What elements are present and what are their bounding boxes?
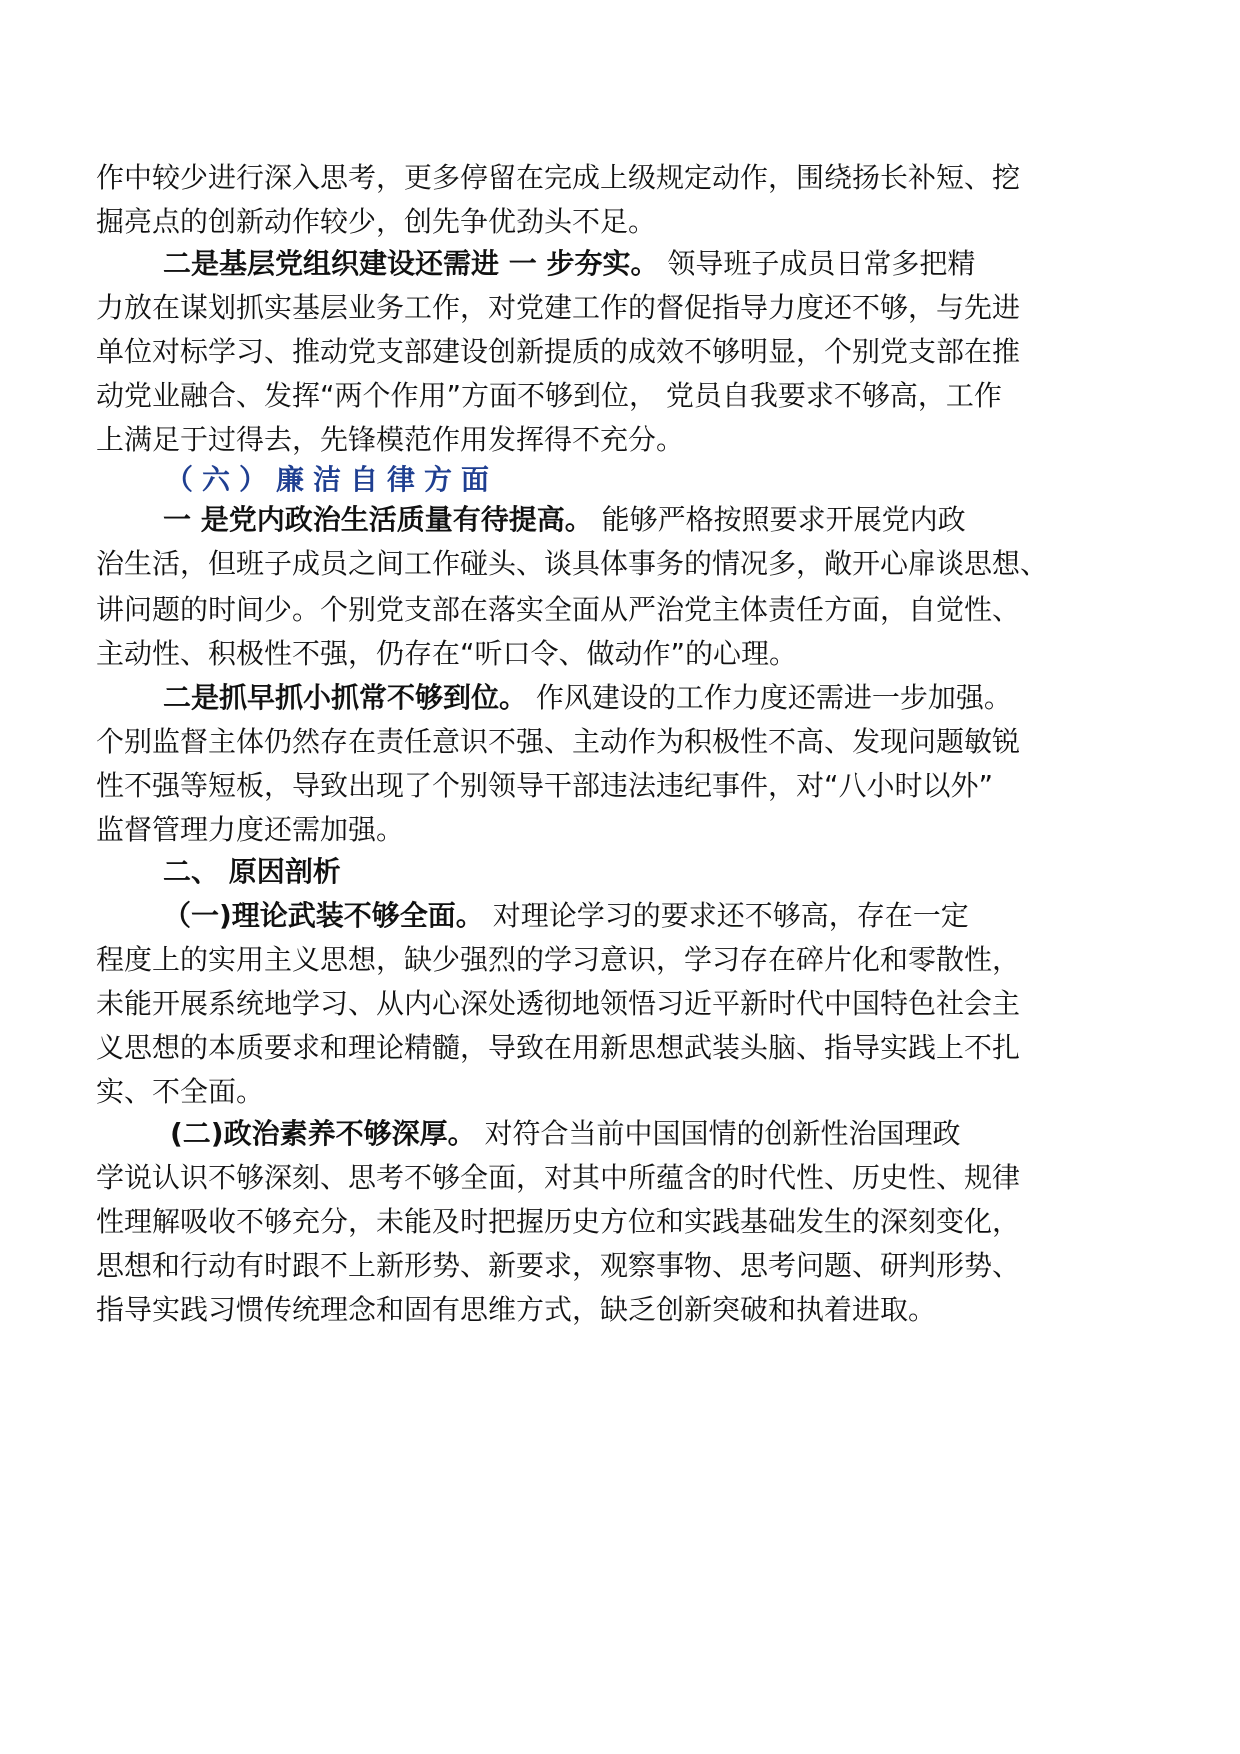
line-text: 思想和行动有时跟不上新形势、新要求，观察事物、思考问题、研判形势、 bbox=[96, 1249, 1021, 1282]
line-text: 上满足于过得去，先锋模范作用发挥得不充分。 bbox=[96, 423, 685, 456]
body-line bbox=[0, 1290, 1240, 1330]
heading-text: 二、 原因剖析 bbox=[163, 855, 341, 888]
body-line bbox=[0, 940, 1240, 980]
body-line bbox=[0, 766, 1240, 806]
line-text: 单位对标学习、推动党支部建设创新提质的成效不够明显，个别党支部在推 bbox=[96, 335, 1021, 368]
paragraph-lead: 二是基层党组织建设还需进 一 步夯实。 bbox=[163, 247, 659, 280]
heading-text: （六）廉洁自律方面 bbox=[165, 463, 499, 496]
body-line bbox=[0, 288, 1240, 328]
body-line bbox=[0, 202, 1240, 242]
body-line bbox=[0, 1072, 1240, 1112]
line-text: 掘亮点的创新动作较少，创先争优劲头不足。 bbox=[96, 205, 657, 238]
body-line bbox=[0, 984, 1240, 1024]
body-line bbox=[0, 1246, 1240, 1286]
line-text: 主动性、积极性不强，仍存在“听口令、做动作”的心理。 bbox=[96, 637, 798, 670]
body-line bbox=[0, 810, 1240, 850]
line-text: 讲问题的时间少。个别党支部在落实全面从严治党主体责任方面，自觉性、 bbox=[96, 593, 1021, 626]
line-text: 性不强等短板，导致出现了个别领导干部违法违纪事件，对“八小时以外” bbox=[96, 769, 994, 802]
body-line bbox=[0, 332, 1240, 372]
paragraph-lead-line bbox=[0, 896, 1240, 936]
body-line bbox=[0, 544, 1240, 584]
body-line bbox=[0, 376, 1240, 416]
paragraph-lead: 一 是党内政治生活质量有待提高。 bbox=[163, 503, 593, 536]
body-line bbox=[0, 634, 1240, 674]
paragraph-lead-line bbox=[0, 678, 1240, 718]
section-heading bbox=[0, 460, 1240, 500]
line-text: 领导班子成员日常多把精 bbox=[658, 247, 976, 280]
line-text: 义思想的本质要求和理论精髓，导致在用新思想武装头脑、指导实践上不扎 bbox=[96, 1031, 1021, 1064]
paragraph-lead: 二是抓早抓小抓常不够到位。 bbox=[163, 681, 528, 714]
paragraph-lead: （一)理论武装不够全面。 bbox=[163, 899, 484, 932]
body-line bbox=[0, 420, 1240, 460]
line-text: 作风建设的工作力度还需进一步加强。 bbox=[527, 681, 1012, 714]
paragraph-lead: (二)政治素养不够深厚。 bbox=[170, 1117, 476, 1150]
paragraph-lead-line bbox=[0, 244, 1240, 284]
body-line bbox=[0, 722, 1240, 762]
body-line bbox=[0, 590, 1240, 630]
line-text: 学说认识不够深刻、思考不够全面，对其中所蕴含的时代性、历史性、规律 bbox=[96, 1161, 1021, 1194]
line-text: 指导实践习惯传统理念和固有思维方式，缺乏创新突破和执着进取。 bbox=[96, 1293, 937, 1326]
line-text: 监督管理力度还需加强。 bbox=[96, 813, 405, 846]
line-text: 个别监督主体仍然存在责任意识不强、主动作为积极性不高、发现问题敏锐 bbox=[96, 725, 1021, 758]
paragraph-lead-line bbox=[0, 500, 1240, 540]
line-text: 对符合当前中国国情的创新性治国理政 bbox=[475, 1117, 961, 1150]
section-heading bbox=[0, 852, 1240, 892]
line-text: 实、不全面。 bbox=[96, 1075, 265, 1108]
line-text: 对理论学习的要求还不够高，存在一定 bbox=[483, 899, 969, 932]
body-line bbox=[0, 158, 1240, 198]
line-text: 力放在谋划抓实基层业务工作，对党建工作的督促指导力度还不够，与先进 bbox=[96, 291, 1021, 324]
body-line bbox=[0, 1158, 1240, 1198]
paragraph-lead-line bbox=[0, 1114, 1240, 1154]
line-text: 程度上的实用主义思想，缺少强烈的学习意识，学习存在碎片化和零散性， bbox=[96, 943, 1021, 976]
line-text: 能够严格按照要求开展党内政 bbox=[592, 503, 966, 536]
body-line bbox=[0, 1028, 1240, 1068]
line-text: 性理解吸收不够充分，未能及时把握历史方位和实践基础发生的深刻变化， bbox=[96, 1205, 1021, 1238]
line-text: 动党业融合、发挥“两个作用”方面不够到位， 党员自我要求不够高，工作 bbox=[96, 379, 1002, 412]
line-text: 未能开展系统地学习、从内心深处透彻地领悟习近平新时代中国特色社会主 bbox=[96, 987, 1021, 1020]
body-line bbox=[0, 1202, 1240, 1242]
line-text: 作中较少进行深入思考，更多停留在完成上级规定动作，围绕扬长补短、挖 bbox=[96, 161, 1021, 194]
line-text: 治生活，但班子成员之间工作碰头、谈具体事务的情况多，敞开心扉谈思想、 bbox=[96, 547, 1049, 580]
